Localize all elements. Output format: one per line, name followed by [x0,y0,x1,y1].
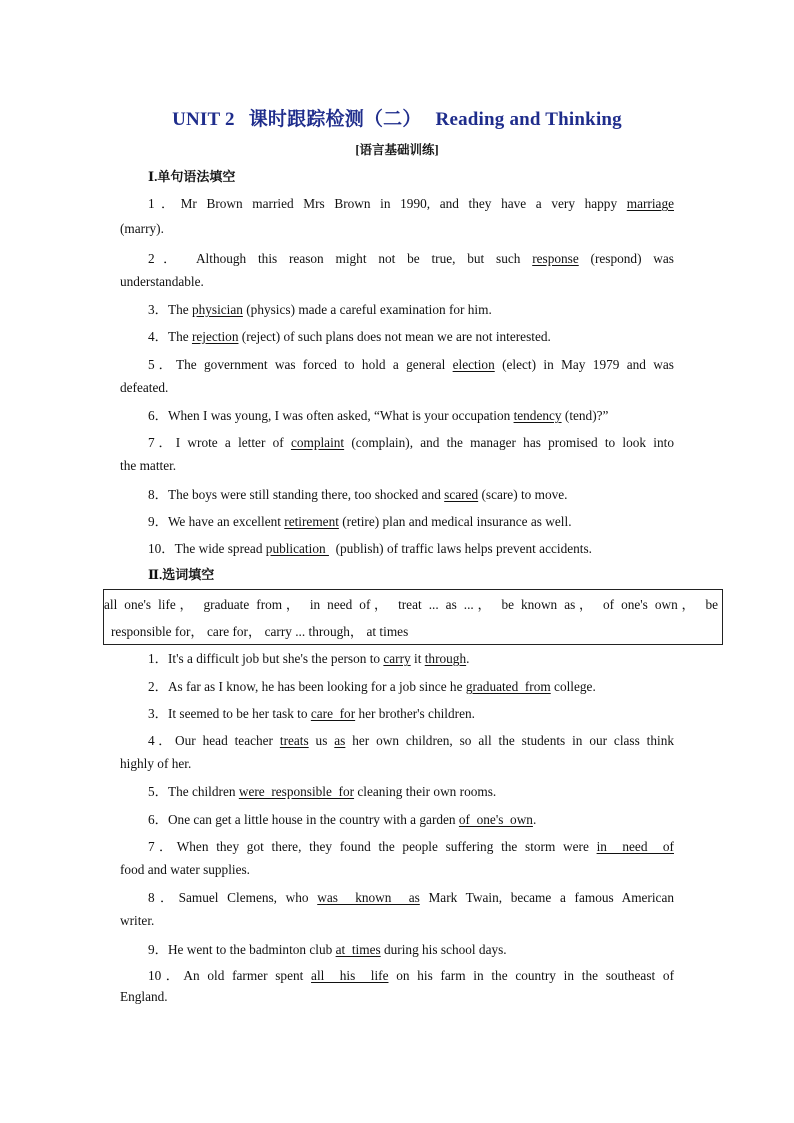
s1-item10: 10．The wide spread publication (publish) of traffic laws helps prevent accidents. [148,541,592,556]
s1-item9: 9．We have an excellent retirement (retire) plan and medical insurance as well. [148,514,572,529]
section-subtitle: [语言基础训练] [355,143,439,157]
answer-blank: retirement [284,514,339,529]
answer-blank: as [334,733,346,748]
answer-blank: all his life [311,968,389,983]
answer-blank: through [424,651,467,666]
s2-item7-line2: food and water supplies. [120,862,250,877]
s2-item9: 9．He went to the badminton club at times during his school days. [148,942,507,957]
answer-blank: scared [444,487,479,502]
answer-blank: treats [279,733,309,748]
answer-blank: was known as [317,890,420,905]
s1-item1-line1: 1．Mr Brown married Mrs Brown in 1990, and they have a very happy marriage [148,196,674,211]
answer-blank: graduated from [465,679,551,694]
answer-blank: care for [310,706,356,721]
answer-blank: publication [265,541,329,556]
s2-item7-line1: 7．When they got there, they found the people suffering the storm were in need of [148,839,674,854]
s2-item1: 1．It's a difficult job but she's the person to carry it through. [148,651,470,666]
word-bank-line1: all one's life， graduate from， in need of， treat ... as ...， be known as， of one's own， be [104,597,718,612]
s2-item8-line1: 8．Samuel Clemens, who was known as Mark Twain, became a famous American [148,890,675,905]
title-unit: UNIT 2 [172,109,235,130]
word-bank-line2: responsible for， care for， carry ... through， at times [111,624,409,639]
s2-item8-line2: writer. [120,913,155,928]
s1-item2-line2: understandable. [120,274,204,289]
s1-item6: 6．When I was young, I was often asked, “What is your occupation tendency (tend)?” [148,408,609,423]
answer-blank: tendency [513,408,562,423]
section1-heading: Ⅰ.单句语法填空 [148,169,236,184]
s2-item3: 3．It seemed to be her task to care for her brother's children. [148,706,475,721]
s2-item5: 5．The children were responsible for cleaning their own rooms. [148,784,497,799]
title-chinese: 课时跟踪检测（二） [248,109,422,130]
answer-blank: election [452,357,495,372]
s2-item4-line1: 4．Our head teacher treats us as her own children, so all the students in our class think [148,733,674,748]
s2-item10-line1: 10．An old farmer spent all his life on his farm in the country in the southeast of [148,968,675,983]
answer-blank: were responsible for [238,784,355,799]
s1-item5-line2: defeated. [120,380,169,395]
s1-item3: 3．The physician (physics) made a careful examination for him. [148,302,492,317]
s2-item10-line2: England. [120,989,168,1004]
s1-item7-line1: 7．I wrote a letter of complaint (complain), and the manager has promised to look into [148,435,674,450]
s1-item4: 4．The rejection (reject) of such plans does not mean we are not interested. [148,329,551,344]
s1-item7-line2: the matter. [120,458,177,473]
answer-blank: carry [383,651,411,666]
title-english: Reading and Thinking [435,109,622,130]
s1-item5-line1: 5．The government was forced to hold a general election (elect) in May 1979 and was [148,357,674,372]
s1-item2-line1: 2． Although this reason might not be true, but such response (respond) was [148,251,674,266]
answer-blank: at times [335,942,381,957]
answer-blank: of one's own [458,812,533,827]
page-title [0,104,794,131]
answer-blank: in need of [596,839,674,854]
s1-item8: 8．The boys were still standing there, too shocked and scared (scare) to move. [148,487,568,502]
answer-blank: physician [191,302,243,317]
answer-blank: complaint [290,435,345,450]
answer-blank: rejection [191,329,239,344]
s1-item1-line2: (marry). [120,221,164,236]
word-bank-box [103,589,723,645]
section2-heading: Ⅱ.选词填空 [148,567,215,582]
answer-blank: response [532,251,579,266]
s2-item2: 2．As far as I know, he has been looking for a job since he graduated from college. [148,679,596,694]
answer-blank: marriage [626,196,674,211]
s2-item4-line2: highly of her. [120,756,192,771]
s2-item6: 6．One can get a little house in the country with a garden of one's own. [148,812,537,827]
